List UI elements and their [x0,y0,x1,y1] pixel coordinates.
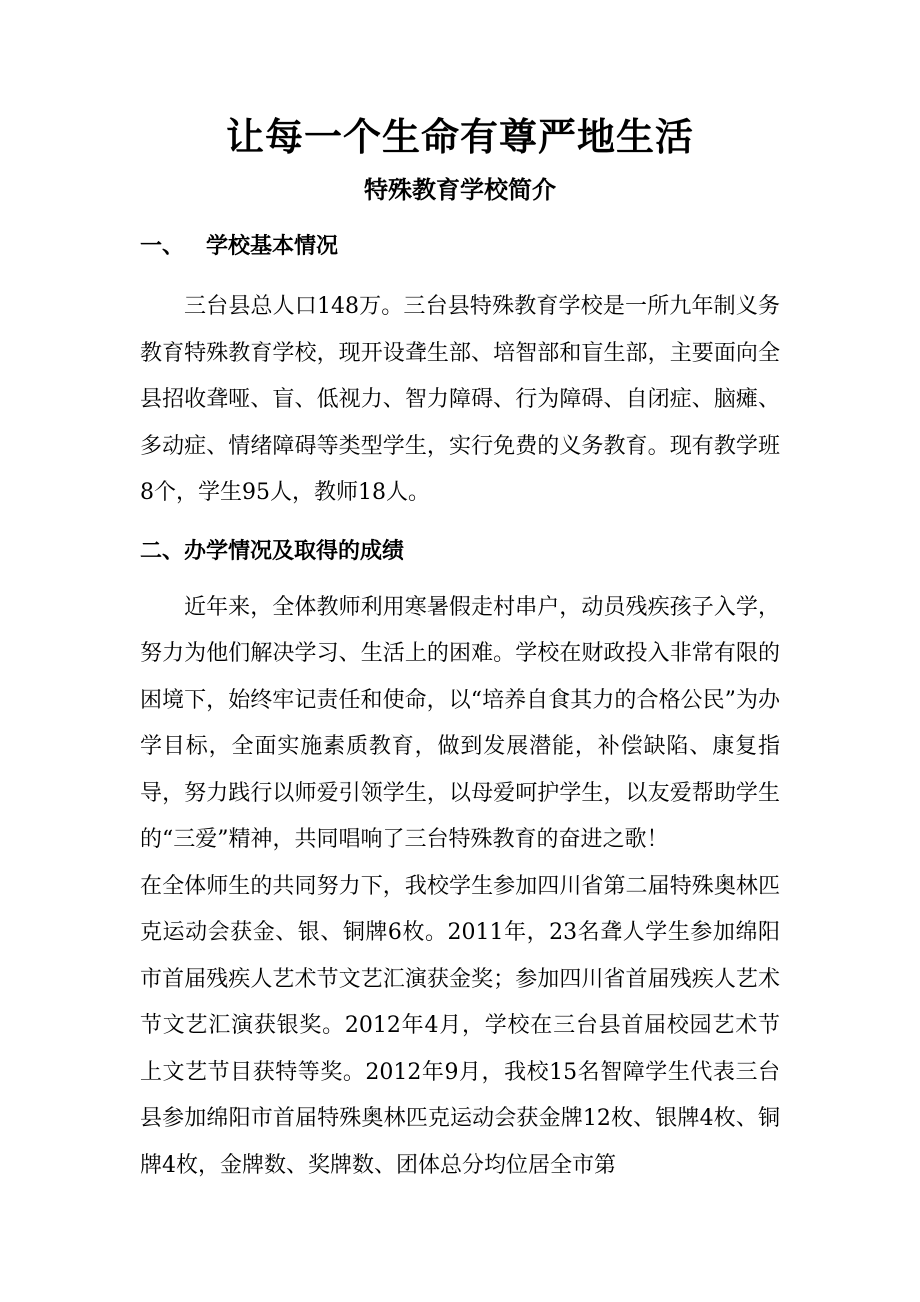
document-title: 让每一个生命有尊严地生活 [225,114,694,159]
section-heading-2 [140,527,780,575]
section-title-2: 办学情况及取得的成绩 [184,537,405,564]
paragraph-basic-info: 三台县总人口148万。三台县特殊教育学校是一所九年制义务教育特殊教育学校，现开设聋生部、培智部和盲生部，主要面向全县招收聋哑、盲、低视力、智力障碍、行为障碍、自闭症、脑瘫、多动症、情绪障碍等类型学生，实行免费的义务教育。现有教学班8个，学生95人，教师18人。 [140,294,780,505]
paragraph-achievements: 在全体师生的共同努力下，我校学生参加四川省第二届特殊奥林匹克运动会获金、银、铜牌6枚。2011年，23名聋人学生参加绵阳市首届残疾人艺术节文艺汇演获金奖；参加四川省首届残疾人艺术节文艺汇演获银奖。2012年4月，学校在三台县首届校园艺术节上文艺节目获特等奖。2012年9月，我校15名智障学生代表三台县参加绵阳市首届特殊奥林匹克运动会获金牌12枚、银牌4枚、铜牌4枚，金牌数、奖牌数、团体总分均位居全市第 [140,873,780,1178]
section-number-1: 一、 [140,233,185,259]
document-subtitle: 特殊教育学校简介 [364,175,556,204]
section-title-1: 学校基本情况 [206,233,339,259]
section-heading-1 [140,222,780,270]
section-number-2: 二、 [140,537,185,564]
paragraph-school-running: 近年来，全体教师利用寒暑假走村串户，动员残疾孩子入学，努力为他们解决学习、生活上的困难。学校在财政投入非常有限的困境下，始终牢记责任和使命，以“培养自食其力的合格公民”为办学目标，全面实施素质教育，做到发展潜能，补偿缺陷、康复指导，努力践行以师爱引领学生，以母爱呵护学生，以友爱帮助学生的“三爱”精神，共同唱响了三台特殊教育的奋进之歌！ [140,594,780,852]
